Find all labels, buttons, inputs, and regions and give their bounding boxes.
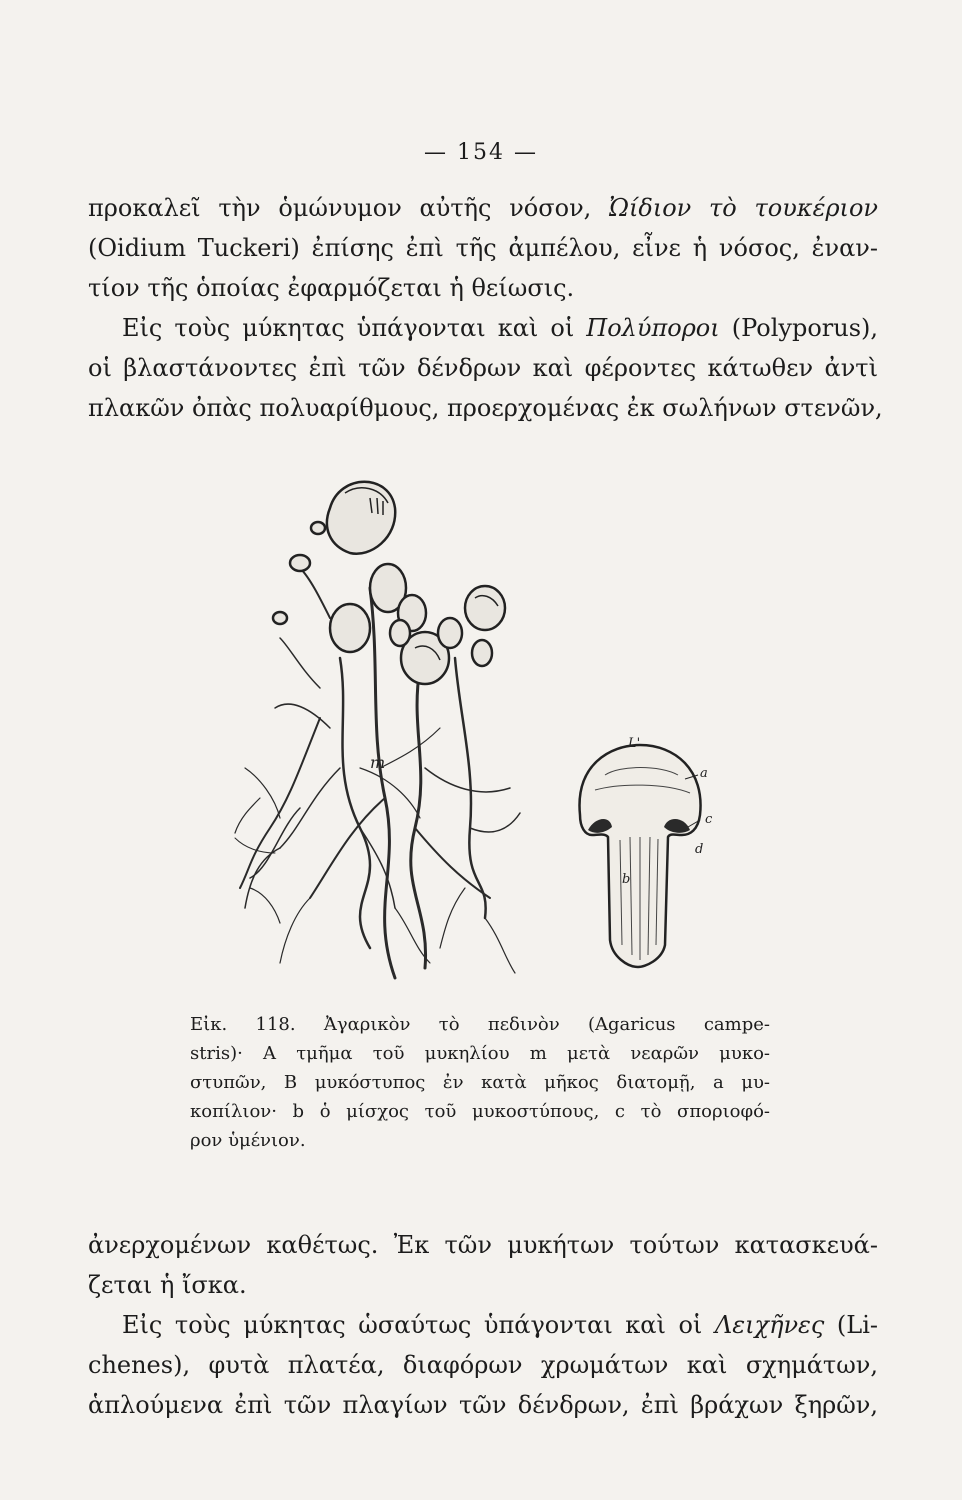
text-segment: προκαλεῖ τὴν ὁμώνυμον αὐτῆς νόσον, (88, 194, 610, 222)
text-line (88, 1345, 878, 1385)
text-line (88, 268, 878, 308)
italic-term: Πολύποροι (586, 314, 720, 342)
text-line (88, 1225, 878, 1265)
text-segment: ἀνερχομένων καθέτως. Ἐκ τῶν μυκήτων τούτων κατασκευά- (88, 1231, 878, 1259)
top-paragraph (88, 188, 883, 428)
text-line (88, 388, 883, 428)
label-a: a (700, 766, 708, 781)
label-d: d (695, 842, 704, 857)
caption-line: στυπῶν, B μυκόστυπος ἐν κατὰ μῆκος διατομῇ, a μυ- (190, 1072, 770, 1093)
text-line (88, 188, 878, 228)
text-segment: οἱ βλαστάνοντες ἐπὶ τῶν δένδρων καὶ φέροντες κάτωθεν ἀντὶ (88, 354, 878, 382)
mycelium-illustration (220, 468, 540, 988)
label-m: m (370, 753, 386, 772)
text-segment: (Polyporus), (719, 314, 879, 342)
text-line (88, 1305, 878, 1345)
caption-line: stris)· A τμῆμα τοῦ μυκηλίου m μετὰ νεαρῶν μυκο- (190, 1043, 770, 1064)
text-line (88, 1385, 878, 1425)
text-line (88, 1265, 878, 1305)
italic-term: Λειχῆνες (714, 1311, 825, 1339)
text-segment: πλακῶν ὀπὰς πολυαρίθμους, προερχομένας ἐκ σωλήνων στενῶν, (88, 394, 883, 422)
caption-line: κοπίλιον· b ὁ μίσχος τοῦ μυκοστύπους, c τὸ σποριοφό- (190, 1101, 770, 1122)
text-line (88, 348, 878, 388)
text-line (88, 308, 878, 348)
text-line (88, 228, 878, 268)
figure-caption (190, 1010, 770, 1155)
text-segment: ζεται ἡ ἴσκα. (88, 1271, 247, 1299)
bottom-paragraph (88, 1225, 878, 1425)
text-segment: (Oidium Tuckeri) ἐπίσης ἐπὶ τῆς ἀμπέλου, εἶνε ἡ νόσος, ἐναν- (88, 234, 878, 262)
caption-line: Εἰκ. 118. Ἀγαρικὸν τὸ πεδινὸν (Agaricus campe- (190, 1014, 770, 1035)
mushroom-section-illustration (550, 735, 730, 970)
text-segment: Εἰς τοὺς μύκητας ὑπάγονται καὶ οἱ (122, 314, 587, 342)
caption-line: ρον ὑμένιον. (190, 1130, 306, 1151)
page-number: — 154 — (424, 140, 538, 165)
text-segment: τίον τῆς ὁποίας ἐφαρμόζεται ἡ θείωσις. (88, 274, 575, 302)
text-segment: Εἰς τοὺς μύκητας ὡσαύτως ὑπάγονται καὶ οἱ (122, 1311, 715, 1339)
label-c: c (705, 812, 713, 827)
italic-term: Ὠίδιον τὸ τουκέριον (609, 194, 879, 222)
label-l: L' (628, 736, 641, 751)
text-segment: (Li- (824, 1311, 879, 1339)
text-segment: ἁπλούμενα ἐπὶ τῶν πλαγίων τῶν δένδρων, ἐπὶ βράχων ξηρῶν, (88, 1391, 878, 1419)
label-b: b (622, 872, 631, 887)
text-segment: chenes), φυτὰ πλατέα, διαφόρων χρωμάτων καὶ σχημάτων, (88, 1351, 878, 1379)
